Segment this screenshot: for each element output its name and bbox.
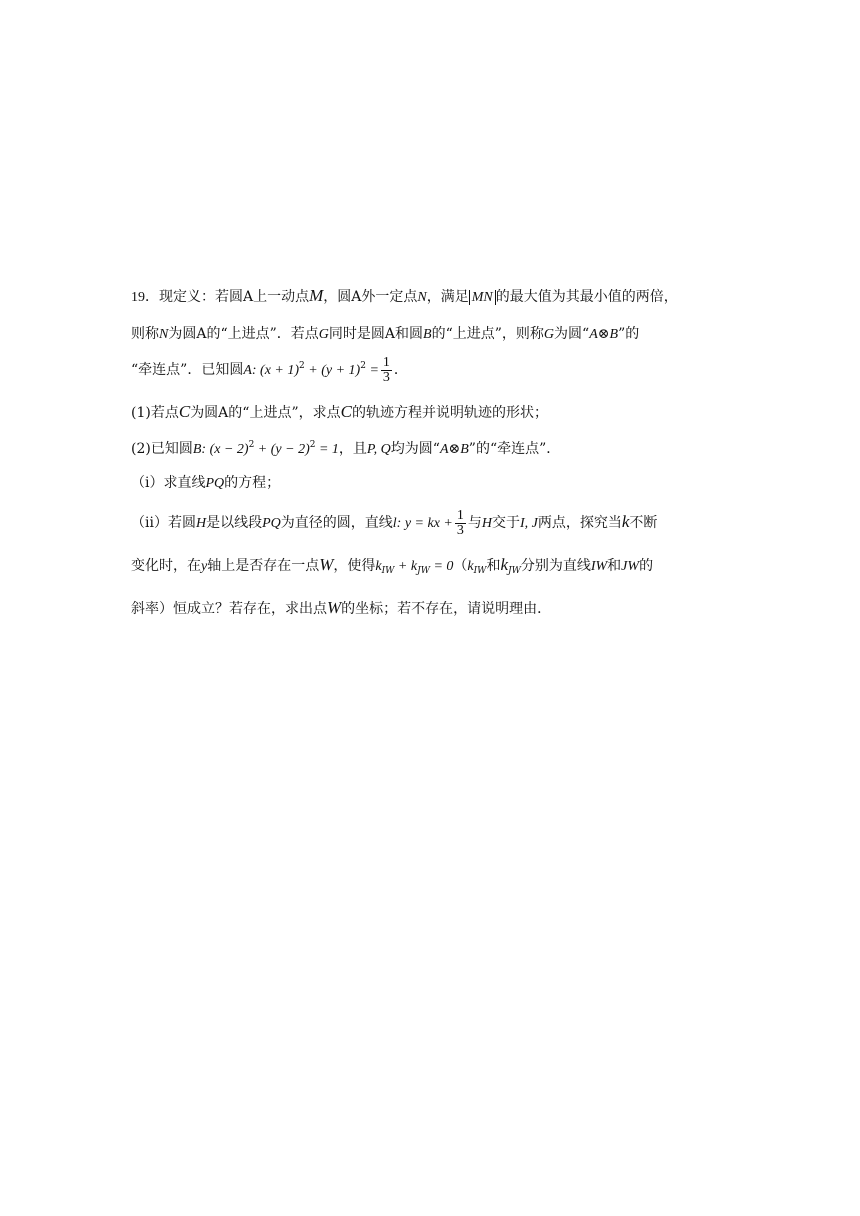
equation: : (x + 1) xyxy=(251,363,300,378)
text: 的方程； xyxy=(224,475,281,491)
problem-line-1 xyxy=(131,286,731,308)
var-A: A xyxy=(243,363,252,378)
text: (1)若点 xyxy=(131,405,179,421)
problem-line-8 xyxy=(131,555,731,577)
superscript: 2 xyxy=(299,361,305,371)
var-C: C xyxy=(340,402,352,421)
problem-line-9 xyxy=(131,598,731,619)
text: ，且 xyxy=(338,441,367,457)
var-PQ: PQ xyxy=(262,516,281,531)
var-PQ: P, Q xyxy=(366,442,391,457)
superscript: 2 xyxy=(360,361,366,371)
var-W: W xyxy=(319,555,334,574)
var-k: k xyxy=(410,559,418,574)
text: 分别为直线 xyxy=(520,558,591,574)
var-k: k xyxy=(375,559,382,574)
expr-AoB: A⊗B xyxy=(589,327,619,342)
denominator: 3 xyxy=(456,522,464,538)
var-M: M xyxy=(309,286,324,305)
equation: = xyxy=(365,363,379,378)
fraction xyxy=(455,509,466,538)
text: 的“上进点”，则称 xyxy=(431,326,544,342)
text: 均为圆“ xyxy=(390,441,440,457)
var-PQ: PQ xyxy=(205,476,225,491)
text: 和 xyxy=(607,558,622,574)
numerator: 1 xyxy=(382,354,390,370)
text: (2)已知圆 xyxy=(131,441,193,457)
subscript: JW xyxy=(507,566,521,576)
equation: = 0 xyxy=(429,559,454,574)
superscript: 2 xyxy=(309,440,316,450)
text: 变化时，在 xyxy=(131,558,201,574)
text: 则称 xyxy=(131,326,159,342)
fraction xyxy=(381,356,392,385)
text: 与 xyxy=(467,515,482,531)
equation: + (y + 1) xyxy=(304,363,361,378)
text: 为圆A的“上进点”．若点 xyxy=(168,326,319,342)
text: 的 xyxy=(639,558,654,574)
text: 的轨迹方程并说明轨迹的形状； xyxy=(351,405,548,421)
operator: + xyxy=(394,559,411,574)
text: ，满足 xyxy=(426,289,469,305)
text: ”的 xyxy=(618,326,640,342)
text: （ xyxy=(453,558,468,574)
text: 为圆A的“上进点”，求点 xyxy=(190,405,341,421)
var-C: C xyxy=(178,402,191,421)
problem-line-3 xyxy=(131,352,731,388)
text: 为圆“ xyxy=(554,326,590,342)
text: ，使得 xyxy=(333,558,376,574)
var-IW: IW xyxy=(590,559,608,574)
text: 同时是圆A和圆 xyxy=(328,326,424,342)
text: （ⅰ）求直线 xyxy=(131,475,206,491)
var-W: W xyxy=(327,598,342,617)
text: ． xyxy=(393,362,408,378)
text: ”的“牵连点”． xyxy=(468,441,561,457)
text: 的坐标；若不存在，请说明理由． xyxy=(341,601,552,617)
text: 不断 xyxy=(629,515,658,531)
problem-part-2-ii xyxy=(131,504,731,540)
text: “牵连点”．已知圆 xyxy=(131,362,244,378)
text: 和 xyxy=(486,558,501,574)
equation: = 1 xyxy=(315,442,339,457)
var-N: N xyxy=(159,327,169,342)
text: ．现定义：若圆A上一动点 xyxy=(145,289,310,305)
var-k: k xyxy=(500,555,508,574)
numerator: 1 xyxy=(456,507,464,523)
denominator: 3 xyxy=(382,369,390,385)
var-H: H xyxy=(195,516,207,531)
text: 为直径的圆，直线 xyxy=(280,515,393,531)
problem-part-2 xyxy=(131,439,731,460)
text: 轴上是否存在一点 xyxy=(207,558,320,574)
var-B: B xyxy=(423,327,432,342)
problem-part-2-i xyxy=(131,473,731,494)
text: 两点，探究当 xyxy=(537,515,622,531)
problem-number: 19 xyxy=(131,290,145,305)
subscript: IW xyxy=(473,566,487,576)
text: 的最大值为其最小值的两倍， xyxy=(495,289,678,305)
var-N: N xyxy=(417,290,427,305)
equation: : y = kx + xyxy=(396,516,453,531)
text: （ⅱ）若圆 xyxy=(131,515,196,531)
var-IJ: I, J xyxy=(519,516,538,531)
var-G: G xyxy=(318,327,329,342)
equation: : (x − 2) xyxy=(201,442,249,457)
var-G: G xyxy=(543,327,555,342)
superscript: 2 xyxy=(248,440,255,450)
subscript: IW xyxy=(381,566,395,576)
var-l: l xyxy=(392,516,397,531)
var-k: k xyxy=(621,512,630,531)
text: ，圆A外一定点 xyxy=(323,289,418,305)
var-y: y xyxy=(201,559,208,574)
var-H: H xyxy=(481,516,492,531)
problem-line-2 xyxy=(131,324,731,345)
equation: + (y − 2) xyxy=(254,442,310,457)
problem-part-1 xyxy=(131,402,731,423)
text: 斜率）恒成立？若存在，求出点 xyxy=(131,601,327,617)
text: 交于 xyxy=(491,515,520,531)
expr-AoB: A⊗B xyxy=(439,442,469,457)
subscript: JW xyxy=(417,566,430,576)
text: 是以线段 xyxy=(206,515,263,531)
abs-MN: MN xyxy=(469,290,496,305)
var-B: B xyxy=(192,442,202,457)
var-JW: JW xyxy=(621,559,640,574)
var-k: k xyxy=(467,559,474,574)
